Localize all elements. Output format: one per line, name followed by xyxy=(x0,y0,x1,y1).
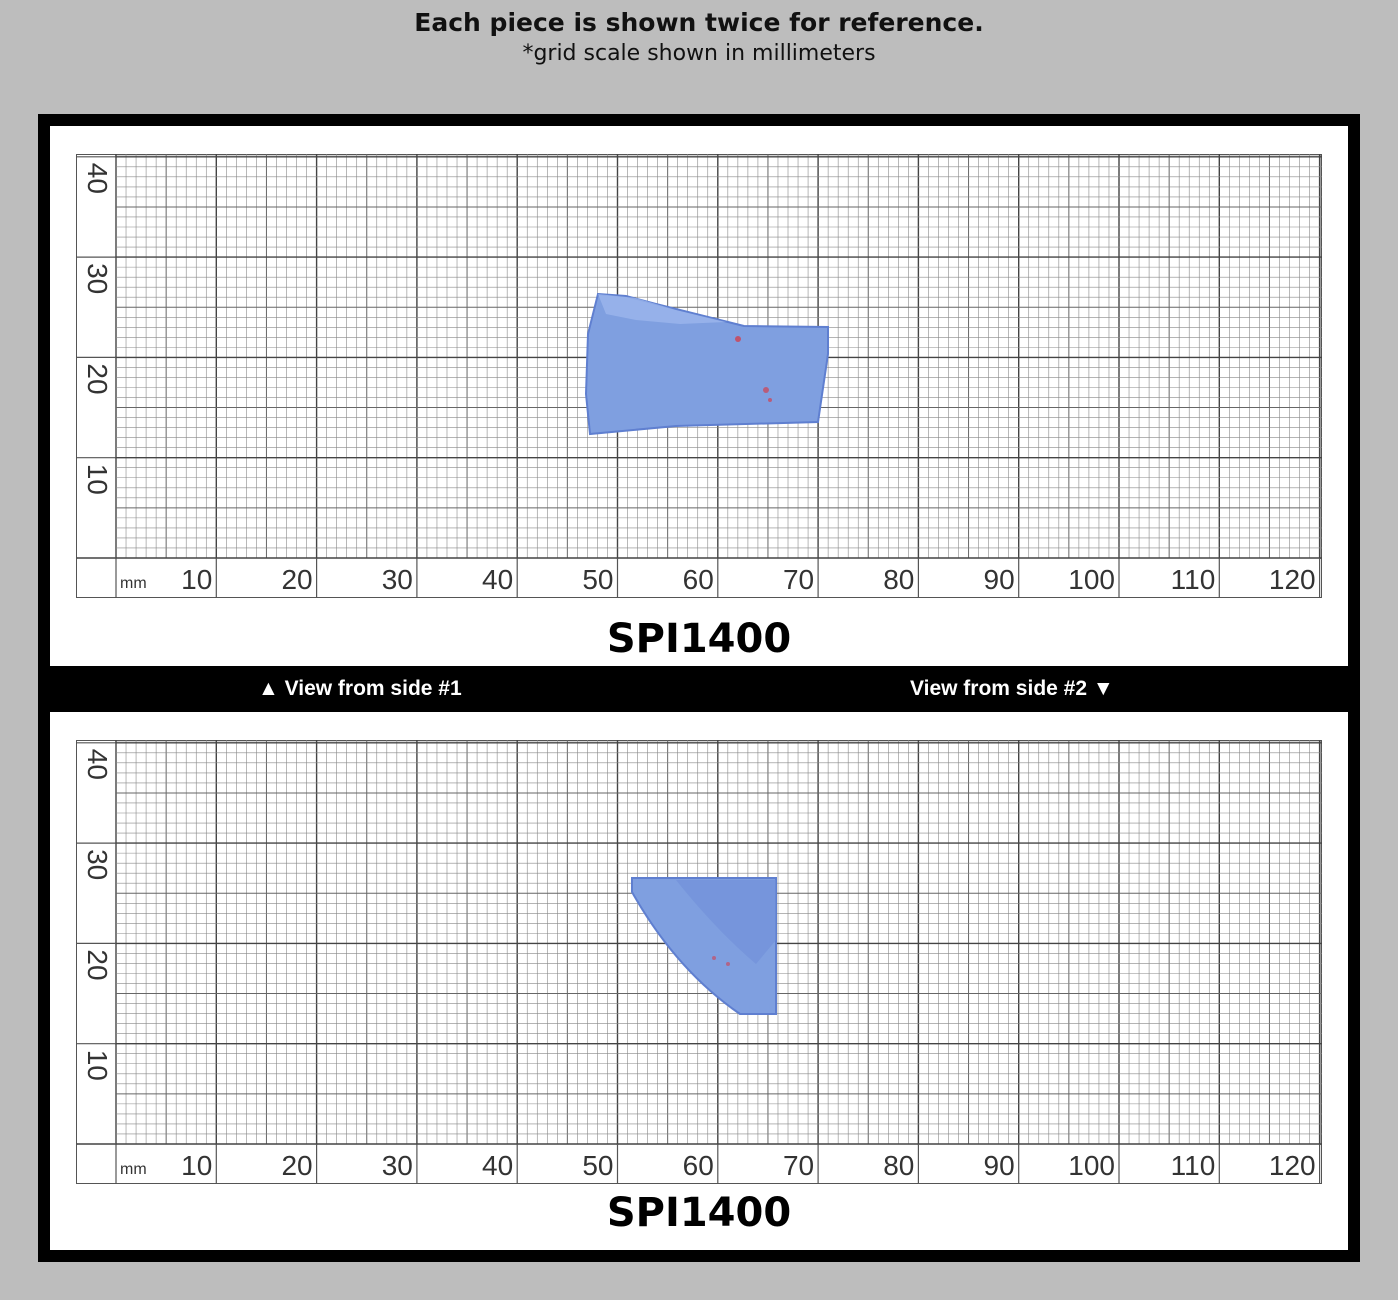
mm-grid-side-1 xyxy=(76,154,1322,598)
x-tick-label: 120 xyxy=(1268,564,1316,595)
page-subtitle: *grid scale shown in millimeters xyxy=(522,41,876,66)
x-tick-label: 90 xyxy=(983,564,1015,595)
x-tick-label: 50 xyxy=(582,564,614,595)
x-tick-label: 60 xyxy=(682,564,714,595)
x-tick-label: 20 xyxy=(281,564,313,595)
x-tick-label: 90 xyxy=(983,1150,1015,1181)
view-label-side-1: ▲ View from side #1 xyxy=(258,677,462,700)
y-tick-label: 20 xyxy=(82,949,113,981)
y-tick-label: 40 xyxy=(82,162,113,194)
photo-frame xyxy=(38,114,1360,1262)
page-header xyxy=(0,6,1398,68)
gemstone-side-1 xyxy=(586,294,828,434)
y-tick-label: 30 xyxy=(82,849,113,881)
view-card-side-2 xyxy=(50,712,1348,1250)
x-tick-label: 120 xyxy=(1268,1150,1316,1181)
view-card-side-1 xyxy=(50,126,1348,666)
x-tick-label: 100 xyxy=(1068,564,1115,595)
x-tick-label: 80 xyxy=(883,564,915,595)
mm-grid-side-2 xyxy=(76,740,1322,1184)
x-tick-label: 30 xyxy=(381,1150,413,1181)
y-tick-label: 40 xyxy=(82,748,113,780)
y-tick-label: 30 xyxy=(82,263,113,295)
x-tick-label: 10 xyxy=(181,1150,213,1181)
x-tick-label: 70 xyxy=(782,1150,815,1181)
piece-id-side-1: SPI1400 xyxy=(606,616,792,662)
x-tick-label: 110 xyxy=(1170,1150,1216,1181)
y-tick-label: 20 xyxy=(82,363,113,395)
x-tick-label: 60 xyxy=(682,1150,714,1181)
x-tick-label: 20 xyxy=(281,1150,313,1181)
x-tick-label: 30 xyxy=(381,564,413,595)
x-tick-label: 110 xyxy=(1170,564,1216,595)
x-tick-label: 70 xyxy=(782,564,815,595)
x-tick-label: 10 xyxy=(181,564,213,595)
x-tick-label: 100 xyxy=(1068,1150,1115,1181)
unit-label: mm xyxy=(120,1161,147,1178)
unit-label: mm xyxy=(120,575,147,592)
x-tick-label: 80 xyxy=(883,1150,915,1181)
page-title: Each piece is shown twice for reference. xyxy=(414,8,984,37)
x-tick-label: 50 xyxy=(582,1150,614,1181)
y-tick-label: 10 xyxy=(82,1049,113,1081)
piece-id-side-2: SPI1400 xyxy=(606,1190,792,1236)
y-tick-label: 10 xyxy=(82,463,113,495)
x-tick-label: 40 xyxy=(482,564,514,595)
x-tick-label: 40 xyxy=(482,1150,514,1181)
view-label-side-2: View from side #2 ▼ xyxy=(910,677,1114,700)
